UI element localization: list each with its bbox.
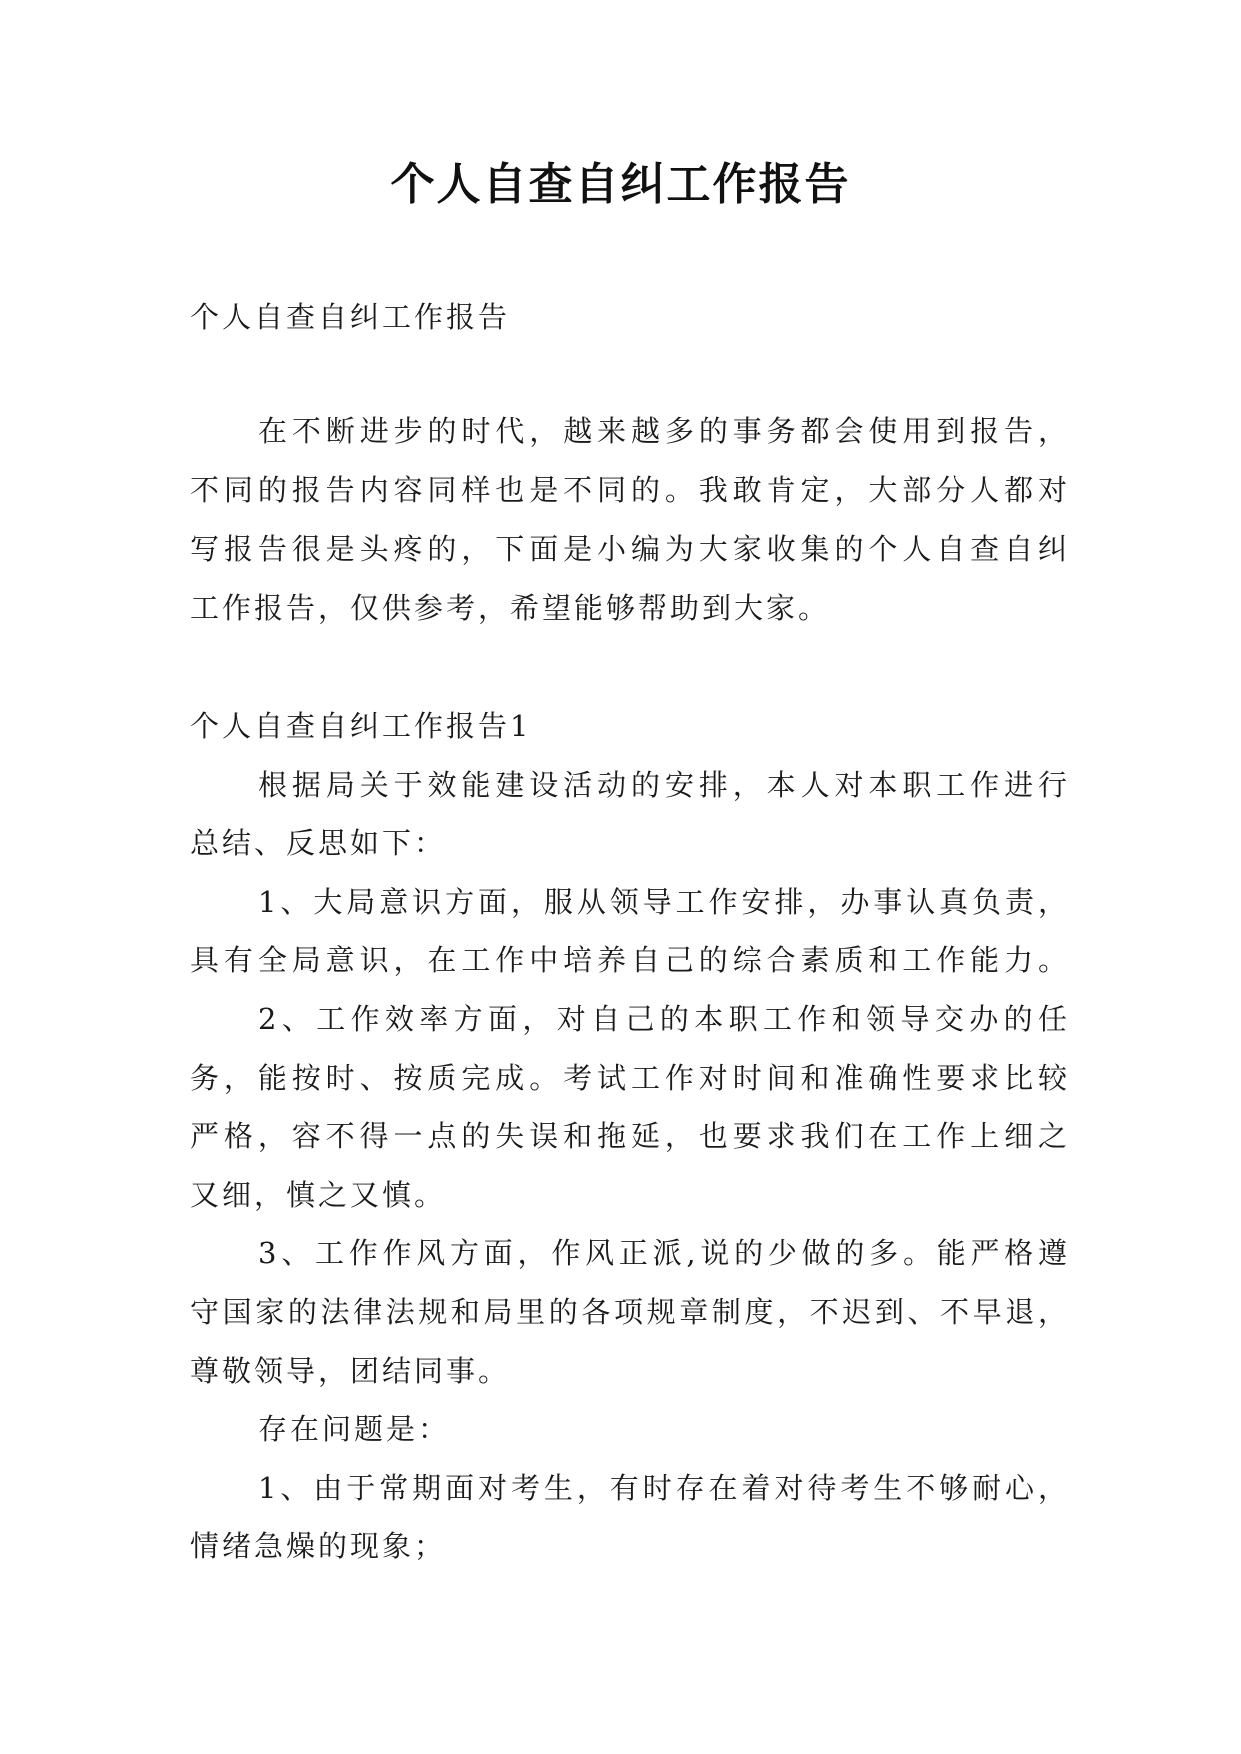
paragraph-line: 情绪急燥的现象；: [190, 1529, 447, 1564]
paragraph-line: 总结、反思如下：: [190, 826, 447, 861]
intro-paragraph: [190, 402, 1070, 638]
paragraph-line: 守国家的法律法规和局里的各项规章制度，不迟到、不早退，: [190, 1294, 1070, 1329]
paragraph-efficiency-summary: [190, 756, 1070, 873]
paragraph-line: 严格，容不得一点的失误和拖延，也要求我们在工作上细之: [190, 1119, 1070, 1154]
section-1: [190, 697, 1070, 1576]
page-title: 个人自查自纠工作报告: [390, 159, 851, 210]
intro-line: 不同的报告内容同样也是不同的。我敢肯定，大部分人都对: [190, 473, 1070, 507]
document-subtitle: 个人自查自纠工作报告: [190, 300, 511, 334]
paragraph-line: 尊敬领导，团结同事。: [190, 1353, 511, 1388]
paragraph-line: 1、大局意识方面，服从领导工作安排，办事认真负责，: [258, 884, 1070, 919]
paragraph-problem-1: [190, 1459, 1070, 1576]
section-heading: 个人自查自纠工作报告1: [190, 709, 532, 743]
paragraph-line: 3、工作作风方面，作风正派,说的少做的多。能严格遵: [258, 1236, 1070, 1271]
paragraph-line: 2、工作效率方面，对自己的本职工作和领导交办的任: [258, 1001, 1070, 1036]
paragraph-item-1: [190, 873, 1070, 990]
paragraph-line: 又细，慎之又慎。: [190, 1177, 447, 1212]
paragraph-problems-heading: [190, 1400, 1070, 1459]
paragraph-line: 务，能按时、按质完成。考试工作对时间和准确性要求比较: [190, 1060, 1070, 1095]
intro-line: 工作报告，仅供参考，希望能够帮助到大家。: [190, 591, 831, 625]
paragraph-line: 存在问题是：: [258, 1412, 451, 1447]
paragraph-line: 具有全局意识，在工作中培养自己的综合素质和工作能力。: [190, 943, 1070, 978]
paragraph-line: 1、由于常期面对考生，有时存在着对待考生不够耐心，: [258, 1470, 1070, 1505]
paragraph-item-3: [190, 1224, 1070, 1400]
intro-line: 在不断进步的时代，越来越多的事务都会使用到报告，: [258, 414, 1070, 448]
intro-line: 写报告很是头疼的，下面是小编为大家收集的个人自查自纠: [190, 532, 1070, 566]
paragraph-line: 根据局关于效能建设活动的安排，本人对本职工作进行: [258, 767, 1070, 802]
document-body: [190, 288, 1070, 1576]
paragraph-item-2: [190, 990, 1070, 1224]
